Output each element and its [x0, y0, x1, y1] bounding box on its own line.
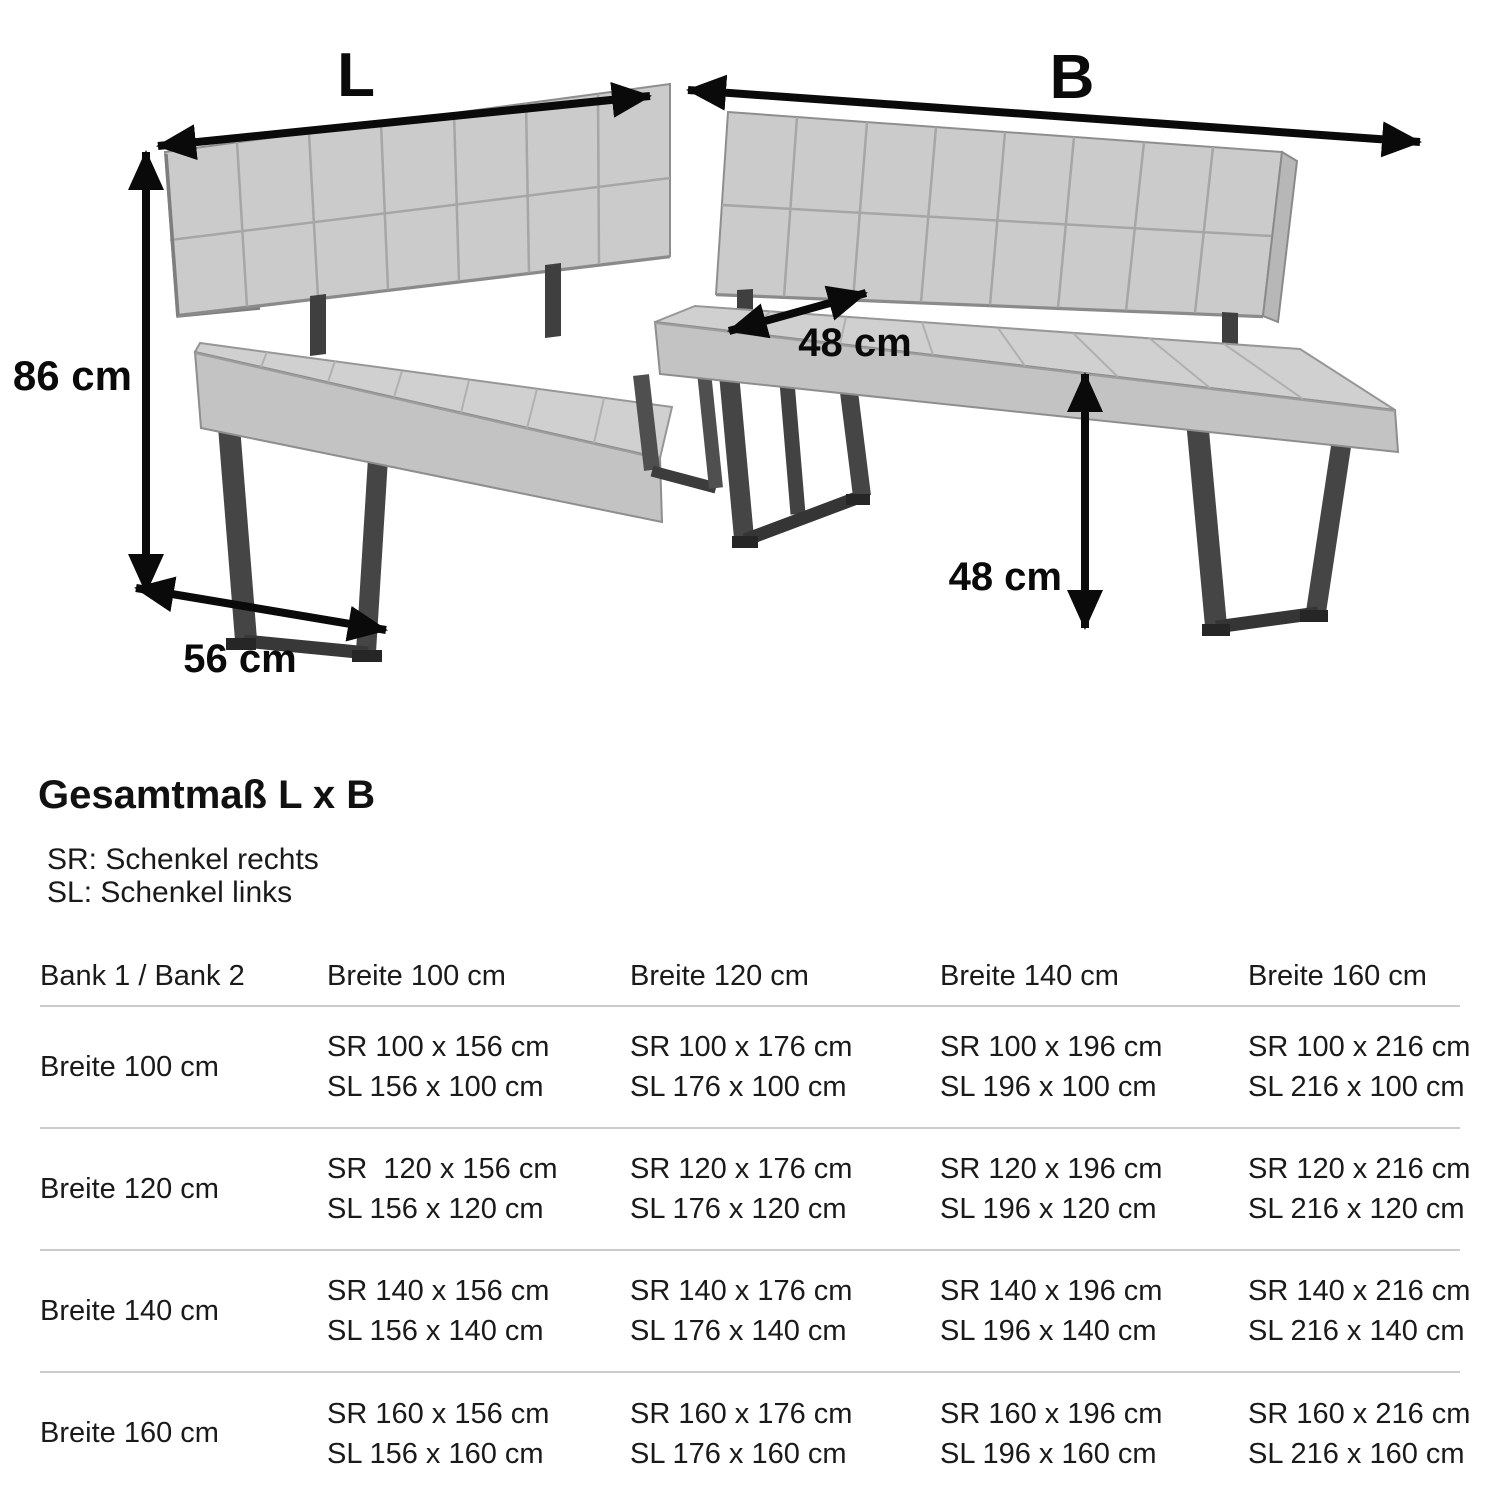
- size-sl: SL 216 x 160 cm: [1248, 1437, 1465, 1470]
- size-sl: SL 156 x 100 cm: [327, 1071, 544, 1103]
- size-sr: SR 160 x 196 cm: [940, 1397, 1163, 1430]
- size-sr: SR 160 x 156 cm: [327, 1397, 550, 1430]
- table-row: [40, 1128, 1460, 1250]
- table-row: [40, 1250, 1460, 1372]
- size-sr: SR 160 x 216 cm: [1248, 1397, 1471, 1430]
- size-sl: SL 176 x 100 cm: [630, 1071, 847, 1103]
- height-label: 86 cm: [12, 352, 132, 399]
- size-cell: [1248, 1372, 1471, 1494]
- size-cell: [327, 1128, 630, 1250]
- size-combination-table: [40, 948, 1471, 1494]
- size-sr: SR 120 x 216 cm: [1248, 1153, 1471, 1185]
- size-cell: [327, 1250, 630, 1372]
- size-sl: SL 216 x 120 cm: [1248, 1193, 1465, 1225]
- row-label: Breite 160 cm: [40, 1417, 219, 1449]
- size-sr: SR 100 x 196 cm: [940, 1031, 1163, 1063]
- legend-schenkel-rechts: SR: Schenkel rechts: [47, 843, 319, 876]
- size-sl: SL 156 x 120 cm: [327, 1193, 544, 1225]
- size-sl: SL 216 x 140 cm: [1248, 1315, 1465, 1347]
- size-sl: SL 176 x 140 cm: [630, 1315, 847, 1347]
- row-label: Breite 120 cm: [40, 1172, 219, 1205]
- depth-label: 56 cm: [183, 637, 297, 681]
- size-cell: [1248, 1250, 1471, 1372]
- seat-depth-label: 48 cm: [798, 321, 912, 365]
- column-header-breite-100: Breite 100 cm: [327, 948, 630, 1006]
- size-cell: [630, 1006, 940, 1128]
- size-sr: SR 140 x 216 cm: [1248, 1275, 1471, 1307]
- size-sl: SL 196 x 160 cm: [940, 1437, 1157, 1470]
- size-cell: [940, 1006, 1248, 1128]
- legend-schenkel-links: SL: Schenkel links: [47, 876, 293, 909]
- size-sl: SL 156 x 160 cm: [327, 1437, 544, 1470]
- size-cell: [1248, 1128, 1471, 1250]
- size-sl: SL 176 x 160 cm: [630, 1437, 847, 1470]
- size-sr: SR 100 x 176 cm: [630, 1031, 853, 1063]
- size-sr: SR 120 x 196 cm: [940, 1153, 1163, 1185]
- size-sl: SL 196 x 140 cm: [940, 1315, 1157, 1347]
- size-sl: SL 196 x 100 cm: [940, 1071, 1157, 1103]
- size-cell: [327, 1372, 630, 1494]
- size-cell: [327, 1006, 630, 1128]
- length-label: L: [337, 41, 375, 110]
- table-row: [40, 1372, 1460, 1494]
- depth-arrow: [136, 588, 386, 630]
- row-label: Breite 140 cm: [40, 1294, 219, 1327]
- dimension-diagram: [0, 0, 1500, 745]
- table-header-row: [40, 948, 1460, 1006]
- table-row: [40, 1006, 1460, 1128]
- size-sr: SR 160 x 176 cm: [630, 1397, 853, 1430]
- left-backrest-post: [545, 263, 561, 338]
- size-sr: SR 100 x 216 cm: [1248, 1031, 1471, 1063]
- row-label: Breite 100 cm: [40, 1050, 219, 1083]
- size-sl: SL 196 x 120 cm: [940, 1193, 1157, 1225]
- column-header-bank: Bank 1 / Bank 2: [40, 948, 327, 1006]
- column-header-breite-160: Breite 160 cm: [1248, 948, 1460, 1006]
- size-sl: SL 156 x 140 cm: [327, 1315, 544, 1347]
- size-cell: [940, 1128, 1248, 1250]
- size-sr: SR 140 x 176 cm: [630, 1275, 853, 1307]
- left-backrest-post: [310, 294, 326, 356]
- size-sr: SR 140 x 156 cm: [327, 1275, 550, 1307]
- seat-height-label: 48 cm: [948, 555, 1062, 599]
- size-cell: [630, 1128, 940, 1250]
- column-header-breite-140: Breite 140 cm: [940, 948, 1248, 1006]
- width-label: B: [1049, 43, 1095, 112]
- size-cell: [940, 1372, 1248, 1494]
- corner-legs: [641, 368, 870, 548]
- size-sl: SL 176 x 120 cm: [630, 1193, 847, 1225]
- size-sr: SR 120 x 176 cm: [630, 1153, 853, 1185]
- size-cell: [630, 1372, 940, 1494]
- right-bench-leg: [1197, 420, 1345, 636]
- size-cell: [1248, 1006, 1471, 1128]
- column-header-breite-120: Breite 120 cm: [630, 948, 940, 1006]
- size-sr: SR 140 x 196 cm: [940, 1275, 1163, 1307]
- size-sr: SR 120 x 156 cm: [327, 1153, 558, 1185]
- section-title: Gesamtmaß L x B: [38, 773, 376, 817]
- bench-left-illustration: [165, 84, 672, 662]
- size-sl: SL 216 x 100 cm: [1248, 1071, 1465, 1103]
- size-cell: [940, 1250, 1248, 1372]
- size-cell: [630, 1250, 940, 1372]
- size-sr: SR 100 x 156 cm: [327, 1031, 550, 1063]
